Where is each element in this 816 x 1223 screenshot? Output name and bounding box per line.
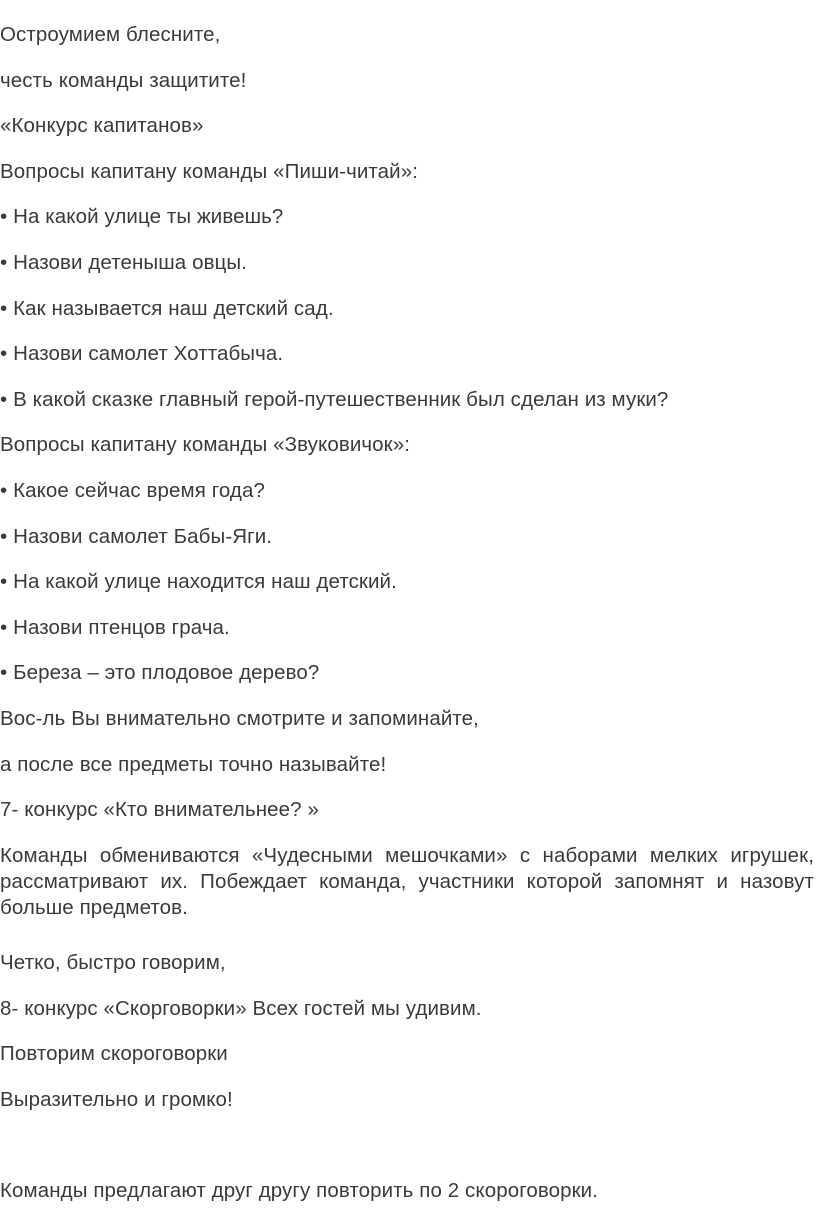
text-line: Четко, быстро говорим, xyxy=(0,951,226,974)
list-item: • Назови самолет Хоттабыча. xyxy=(0,342,284,365)
section-heading: 7- конкурс «Кто внимательнее? » xyxy=(0,798,319,821)
text-line: честь команды защитите! xyxy=(0,69,247,92)
text-line: Остроумием блесните, xyxy=(0,23,221,46)
text-line: Вопросы капитану команды «Пиши-читай»: xyxy=(0,160,419,183)
list-item: • В какой сказке главный герой-путешественник был сделан из муки? xyxy=(0,388,669,411)
list-item: • Назови самолет Бабы-Яги. xyxy=(0,525,273,548)
section-heading: «Конкурс капитанов» xyxy=(0,114,204,137)
text-line: Повторим скороговорки xyxy=(0,1042,228,1065)
section-heading: 8- конкурс «Скорговорки» Всех гостей мы удивим. xyxy=(0,997,482,1020)
text-line: а после все предметы точно называйте! xyxy=(0,753,387,776)
list-item: • Назови птенцов грача. xyxy=(0,616,230,639)
list-item: • На какой улице находится наш детский. xyxy=(0,570,397,593)
paragraph: Команды обмениваются «Чудесными мешочками» с наборами мелких игрушек, рассматривают их. Побеждает команда, участники которой запомнят и назовут больше предметов. xyxy=(0,844,814,919)
list-item: • Назови детеныша овцы. xyxy=(0,251,248,274)
text-line: Команды предлагают друг другу повторить по 2 скороговорки. xyxy=(0,1179,598,1202)
text-line: Вопросы капитану команды «Звуковичок»: xyxy=(0,433,411,456)
text-line: Вос-ль Вы внимательно смотрите и запоминайте, xyxy=(0,707,479,730)
list-item: • Береза – это плодовое дерево? xyxy=(0,661,320,684)
list-item: • Какое сейчас время года? xyxy=(0,479,265,502)
list-item: • Как называется наш детский сад. xyxy=(0,297,334,320)
list-item: • На какой улице ты живешь? xyxy=(0,205,284,228)
text-line: Выразительно и громко! xyxy=(0,1088,233,1111)
